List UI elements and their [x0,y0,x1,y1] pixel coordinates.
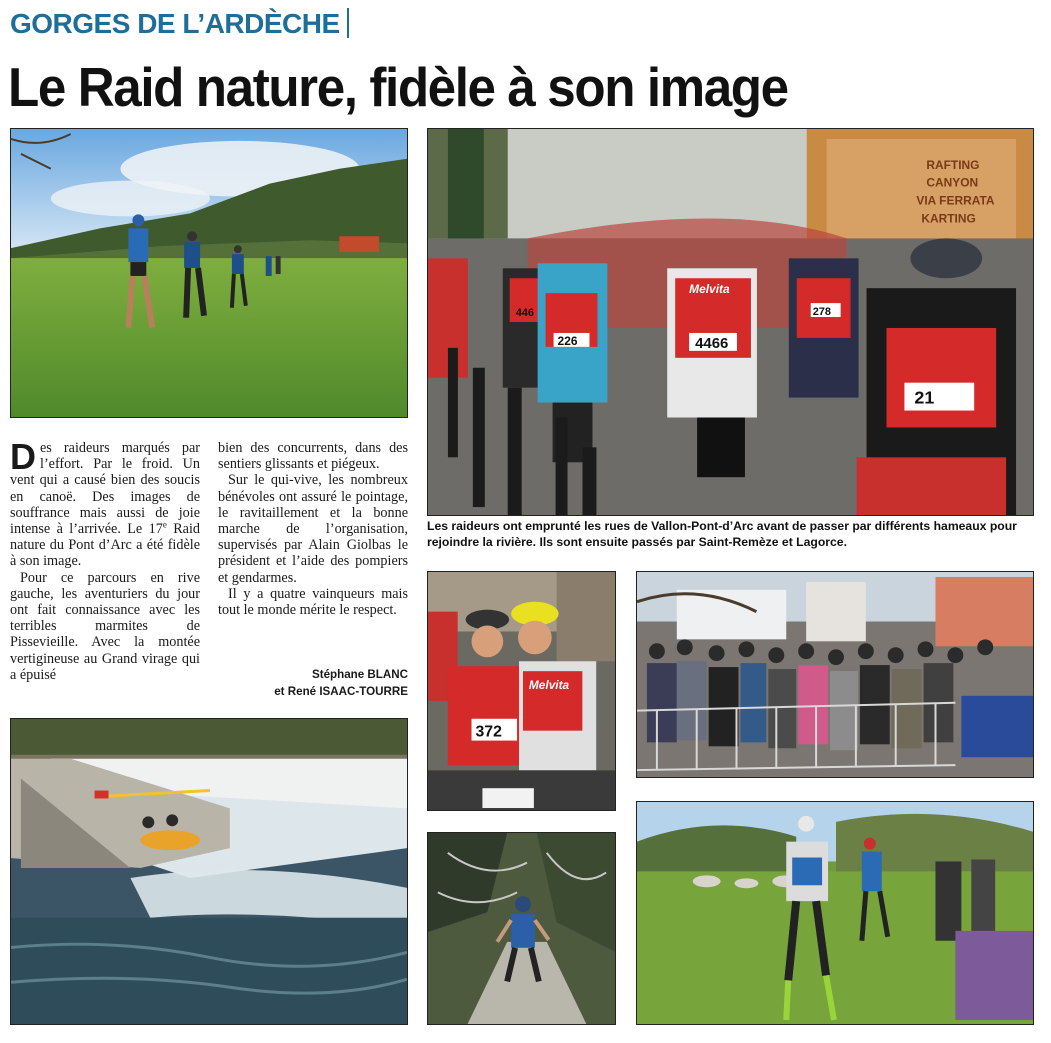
bib-4466: 4466 [695,334,729,352]
photo-forest-trail [427,832,616,1025]
photo-caption: Les raideurs ont emprunté les rues de Vallon-Pont-d’Arc avant de passer par différents hameaux pour rejoindre la rivière. Ils sont ensuite passés par Saint-Remèze et Lagorce. [427,519,1017,549]
shop-sign-rafting: RAFTING [926,157,980,172]
bib-21: 21 [914,387,935,408]
byline-author-2: et René ISAAC-TOURRE [274,685,408,698]
drop-cap: D [10,436,36,477]
photo-finishers [427,571,616,811]
sponsor-logo-2: Melvita [528,678,570,693]
shop-sign-via-ferrata: VIA FERRATA [916,193,995,208]
bib-446: 446 [515,307,534,320]
photo-runners-street [427,128,1034,516]
shop-sign-canyon: CANYON [926,175,979,190]
article-column-2 [218,440,408,618]
paragraph-3: bien des concurrents, dans des sentiers glissants et piégeux. [218,440,408,473]
bib-372: 372 [475,723,502,741]
byline [218,666,408,700]
paragraph-5: Il y a quatre vainqueurs mais tout le monde mérite le respect. [218,585,408,619]
paragraph-4: Sur le qui-vive, les nombreux bénévoles ont assuré le pointage, le ravitaillement et la bonne marche de l’organisation, supervisés par Alain Giolbas le président et l’aide des pompiers et gendarmes. [218,472,408,586]
section-kicker: GORGES DE L’ARDÈCHE [10,6,349,42]
byline-author-1: Stéphane BLANC [312,668,408,681]
shop-sign-karting: KARTING [921,211,976,226]
bib-278: 278 [812,306,831,319]
sponsor-logo-1: Melvita [689,282,730,297]
photo-canoe-weir [10,718,408,1025]
article-column-1 [10,436,201,683]
paragraph-1: Des raideurs marqués par l’effort. Par le froid. Un vent qui a causé bien des soucis en canoë. Des images de souffrance mais aussi de joie intense à l’arrivée. Le 17e Raid nature du Pont d’Arc a été fidèle à son image. [10,436,201,570]
paragraph-2: Pour ce parcours en rive gauche, les aventuriers du jour ont fait connaissance avec les terribles marmites de Pissevieille. Avec la montée vertigineuse au Grand virage qui a épuisé [10,569,200,683]
bib-226: 226 [557,333,578,348]
photo-spectators [636,571,1034,778]
kicker-divider [347,8,349,38]
photo-runners-field [10,128,408,418]
article-headline: Le Raid nature, fidèle à son image [8,56,788,118]
photo-park-arrival [636,801,1034,1025]
